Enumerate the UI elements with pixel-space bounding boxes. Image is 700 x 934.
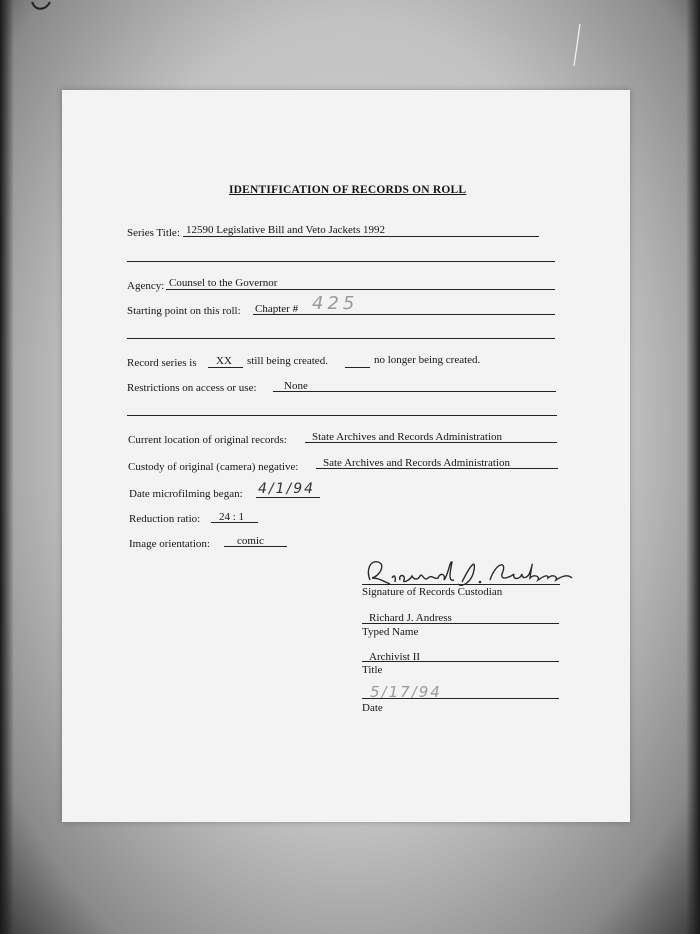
reduction-ratio-label: Reduction ratio: (129, 513, 201, 525)
agency-label: Agency: (127, 280, 165, 292)
film-scratch-top-right (570, 22, 584, 68)
series-title-line-2 (127, 261, 555, 262)
starting-point-value: Chapter # (255, 303, 299, 315)
record-series-option-2: no longer being created. (374, 354, 481, 366)
series-title-label: Series Title: (127, 227, 180, 239)
series-title-line (183, 236, 539, 237)
signature-label: Signature of Records Custodian (362, 586, 503, 598)
title-line (362, 661, 559, 662)
current-location-line (305, 442, 557, 443)
image-orientation-value: comic (237, 535, 264, 547)
starting-point-label: Starting point on this roll: (127, 305, 241, 317)
typed-name-value: Richard J. Andress (369, 612, 452, 624)
document-title: IDENTIFICATION OF RECORDS ON ROLL (229, 184, 467, 196)
record-series-option-1: still being created. (247, 355, 328, 367)
custody-value: Sate Archives and Records Administration (323, 457, 510, 469)
restrictions-line (273, 391, 556, 392)
reduction-ratio-value: 24 : 1 (219, 511, 245, 523)
record-series-label: Record series is (127, 357, 197, 369)
restrictions-line-2 (127, 415, 557, 416)
date-began-line (256, 497, 320, 498)
date-label: Date (362, 702, 383, 714)
film-mark-top-left (30, 0, 54, 12)
image-orientation-line (224, 546, 287, 547)
starting-point-handwritten: 425 (312, 293, 359, 314)
typed-name-line (362, 623, 559, 624)
title-value: Archivist II (369, 651, 421, 663)
series-title-value: 12590 Legislative Bill and Veto Jackets 1992 (186, 224, 385, 236)
date-line (362, 698, 559, 699)
agency-line (166, 289, 555, 290)
custody-line (316, 468, 558, 469)
current-location-value: State Archives and Records Administration (312, 431, 503, 443)
signature-line (362, 584, 560, 585)
restrictions-label: Restrictions on access or use: (127, 382, 257, 394)
title-label: Title (362, 664, 383, 676)
date-began-value: 4/1/94 (258, 481, 316, 497)
record-series-mark-line (208, 367, 243, 368)
current-location-label: Current location of original records: (128, 434, 287, 446)
record-series-blank-line (345, 367, 370, 368)
record-series-mark: XX (216, 355, 232, 367)
document-page (62, 90, 630, 822)
restrictions-value: None (284, 380, 308, 392)
starting-point-line (253, 314, 555, 315)
custody-label: Custody of original (camera) negative: (128, 461, 299, 473)
starting-point-line-2 (127, 338, 555, 339)
film-frame-edge-right (686, 0, 700, 934)
film-frame-edge-left (0, 0, 14, 934)
date-began-label: Date microfilming began: (129, 488, 243, 500)
agency-value: Counsel to the Governor (169, 277, 278, 289)
image-orientation-label: Image orientation: (129, 538, 210, 550)
date-value: 5/17/94 (370, 683, 442, 701)
typed-name-label: Typed Name (362, 626, 419, 638)
reduction-ratio-line (211, 522, 258, 523)
